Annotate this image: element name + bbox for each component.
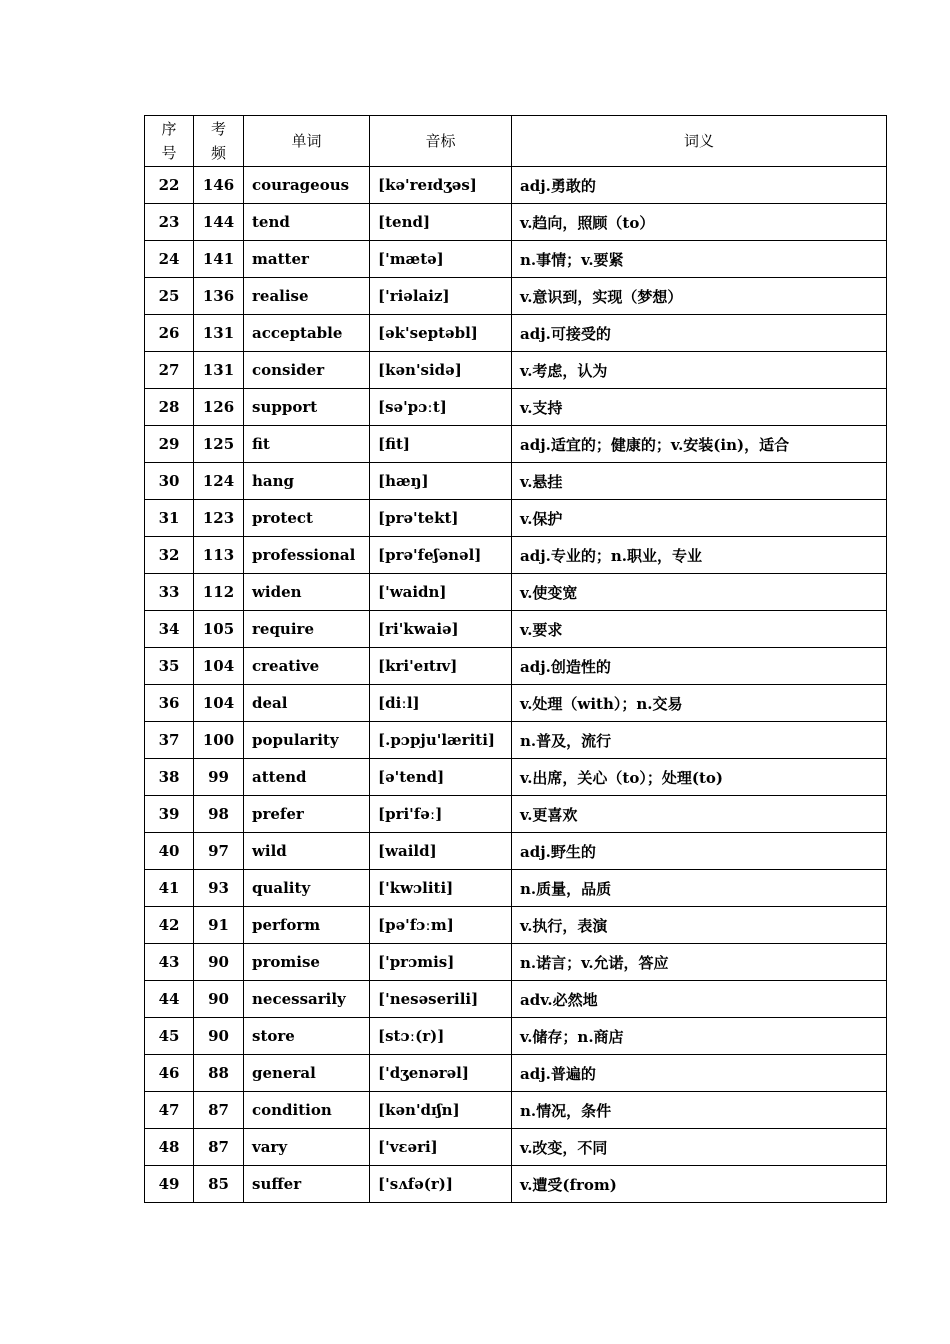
cell-meaning: adj.专业的；n.职业，专业 [512,537,887,574]
cell-word: perform [244,907,370,944]
table-row [145,389,887,426]
cell-phonetic: ['riəlaiz] [370,278,512,315]
table-row [145,981,887,1018]
cell-index: 24 [145,241,194,278]
table-row [145,870,887,907]
cell-phonetic: [diːl] [370,685,512,722]
cell-phonetic: [sə'pɔːt] [370,389,512,426]
cell-frequency: 146 [194,167,244,204]
cell-index: 38 [145,759,194,796]
cell-word: quality [244,870,370,907]
table-row [145,500,887,537]
table-body [145,167,887,1203]
cell-frequency: 87 [194,1129,244,1166]
cell-frequency: 93 [194,870,244,907]
cell-phonetic: [kri'eɪtɪv] [370,648,512,685]
cell-frequency: 90 [194,944,244,981]
table-row [145,537,887,574]
table-row [145,315,887,352]
table-row [145,907,887,944]
cell-meaning: v.储存；n.商店 [512,1018,887,1055]
table-row [145,722,887,759]
cell-phonetic: [ək'septəbl] [370,315,512,352]
cell-word: matter [244,241,370,278]
cell-index: 48 [145,1129,194,1166]
cell-frequency: 126 [194,389,244,426]
table-row [145,463,887,500]
cell-word: deal [244,685,370,722]
header-row [145,116,887,167]
cell-frequency: 112 [194,574,244,611]
cell-index: 46 [145,1055,194,1092]
cell-index: 45 [145,1018,194,1055]
cell-meaning: adj.勇敢的 [512,167,887,204]
cell-phonetic: ['kwɔliti] [370,870,512,907]
cell-frequency: 87 [194,1092,244,1129]
cell-phonetic: [hæŋ] [370,463,512,500]
cell-frequency: 85 [194,1166,244,1203]
cell-phonetic: [stɔː(r)] [370,1018,512,1055]
cell-index: 26 [145,315,194,352]
cell-meaning: v.考虑，认为 [512,352,887,389]
vocabulary-table [144,115,887,1203]
cell-phonetic: [kən'sidə] [370,352,512,389]
cell-word: fit [244,426,370,463]
cell-phonetic: [waild] [370,833,512,870]
cell-meaning: v.执行，表演 [512,907,887,944]
cell-index: 30 [145,463,194,500]
table-row [145,796,887,833]
cell-meaning: v.使变宽 [512,574,887,611]
cell-frequency: 113 [194,537,244,574]
cell-word: suffer [244,1166,370,1203]
cell-phonetic: [ə'tend] [370,759,512,796]
cell-frequency: 105 [194,611,244,648]
cell-index: 33 [145,574,194,611]
cell-frequency: 141 [194,241,244,278]
cell-index: 22 [145,167,194,204]
cell-frequency: 91 [194,907,244,944]
cell-word: hang [244,463,370,500]
cell-meaning: v.处理（with）；n.交易 [512,685,887,722]
cell-index: 44 [145,981,194,1018]
cell-word: tend [244,204,370,241]
cell-word: promise [244,944,370,981]
cell-frequency: 98 [194,796,244,833]
cell-frequency: 131 [194,315,244,352]
cell-index: 31 [145,500,194,537]
cell-index: 39 [145,796,194,833]
table-row [145,944,887,981]
cell-frequency: 144 [194,204,244,241]
cell-phonetic: ['dʒenərəl] [370,1055,512,1092]
cell-frequency: 123 [194,500,244,537]
header-meaning: 词义 [512,116,887,167]
cell-index: 32 [145,537,194,574]
cell-index: 25 [145,278,194,315]
cell-meaning: v.悬挂 [512,463,887,500]
cell-meaning: adj.普遍的 [512,1055,887,1092]
cell-frequency: 97 [194,833,244,870]
cell-meaning: adj.适宜的；健康的；v.安装(in)，适合 [512,426,887,463]
cell-meaning: v.意识到，实现（梦想） [512,278,887,315]
cell-phonetic: [kən'dɪʃn] [370,1092,512,1129]
cell-frequency: 100 [194,722,244,759]
cell-meaning: v.更喜欢 [512,796,887,833]
cell-word: prefer [244,796,370,833]
header-frequency: 考频 [194,116,244,167]
cell-meaning: n.诺言；v.允诺，答应 [512,944,887,981]
cell-word: necessarily [244,981,370,1018]
table-row [145,1129,887,1166]
table-row [145,204,887,241]
cell-phonetic: ['vɛəri] [370,1129,512,1166]
cell-frequency: 124 [194,463,244,500]
cell-word: attend [244,759,370,796]
cell-phonetic: ['mætə] [370,241,512,278]
cell-meaning: v.遭受(from) [512,1166,887,1203]
cell-meaning: adv.必然地 [512,981,887,1018]
cell-phonetic: [fit] [370,426,512,463]
cell-word: vary [244,1129,370,1166]
cell-phonetic: [ri'kwaiə] [370,611,512,648]
header-word: 单词 [244,116,370,167]
table-row [145,278,887,315]
cell-word: require [244,611,370,648]
cell-frequency: 90 [194,981,244,1018]
cell-index: 40 [145,833,194,870]
cell-meaning: adj.创造性的 [512,648,887,685]
cell-word: general [244,1055,370,1092]
cell-meaning: v.改变，不同 [512,1129,887,1166]
table-header [145,116,887,167]
cell-frequency: 104 [194,685,244,722]
table-row [145,1055,887,1092]
cell-word: protect [244,500,370,537]
cell-meaning: v.支持 [512,389,887,426]
cell-index: 34 [145,611,194,648]
table-row [145,241,887,278]
cell-word: acceptable [244,315,370,352]
table-row [145,352,887,389]
table-row [145,167,887,204]
cell-index: 28 [145,389,194,426]
cell-phonetic: ['sʌfə(r)] [370,1166,512,1203]
cell-index: 41 [145,870,194,907]
cell-phonetic: [kə'reɪdʒəs] [370,167,512,204]
header-phonetic: 音标 [370,116,512,167]
cell-phonetic: [pri'fəː] [370,796,512,833]
cell-word: consider [244,352,370,389]
cell-phonetic: [tend] [370,204,512,241]
cell-index: 43 [145,944,194,981]
cell-frequency: 104 [194,648,244,685]
cell-meaning: n.质量，品质 [512,870,887,907]
cell-meaning: n.情况，条件 [512,1092,887,1129]
table-row [145,833,887,870]
cell-meaning: n.普及，流行 [512,722,887,759]
cell-index: 49 [145,1166,194,1203]
cell-word: creative [244,648,370,685]
cell-index: 29 [145,426,194,463]
cell-phonetic: [.pɔpju'læriti] [370,722,512,759]
cell-frequency: 90 [194,1018,244,1055]
cell-meaning: adj.野生的 [512,833,887,870]
cell-word: realise [244,278,370,315]
table-row [145,1166,887,1203]
table-row [145,685,887,722]
table-row [145,574,887,611]
cell-word: widen [244,574,370,611]
cell-word: popularity [244,722,370,759]
cell-word: store [244,1018,370,1055]
cell-phonetic: ['waidn] [370,574,512,611]
cell-phonetic: [pə'fɔːm] [370,907,512,944]
cell-phonetic: ['nesəserili] [370,981,512,1018]
cell-index: 47 [145,1092,194,1129]
cell-index: 37 [145,722,194,759]
cell-meaning: n.事情；v.要紧 [512,241,887,278]
cell-word: professional [244,537,370,574]
header-index: 序号 [145,116,194,167]
cell-frequency: 88 [194,1055,244,1092]
table-row [145,1092,887,1129]
table-row [145,648,887,685]
cell-index: 23 [145,204,194,241]
cell-meaning: v.趋向，照顾（to） [512,204,887,241]
cell-word: wild [244,833,370,870]
cell-index: 27 [145,352,194,389]
cell-word: courageous [244,167,370,204]
cell-index: 36 [145,685,194,722]
cell-frequency: 136 [194,278,244,315]
cell-word: condition [244,1092,370,1129]
table-row [145,759,887,796]
cell-meaning: adj.可接受的 [512,315,887,352]
cell-frequency: 99 [194,759,244,796]
cell-word: support [244,389,370,426]
cell-frequency: 125 [194,426,244,463]
cell-phonetic: ['prɔmis] [370,944,512,981]
table-row [145,611,887,648]
cell-phonetic: [prə'feʃənəl] [370,537,512,574]
table-row [145,426,887,463]
table-row [145,1018,887,1055]
cell-meaning: v.出席，关心（to）；处理(to) [512,759,887,796]
cell-meaning: v.保护 [512,500,887,537]
cell-phonetic: [prə'tekt] [370,500,512,537]
cell-frequency: 131 [194,352,244,389]
cell-index: 42 [145,907,194,944]
cell-meaning: v.要求 [512,611,887,648]
cell-index: 35 [145,648,194,685]
